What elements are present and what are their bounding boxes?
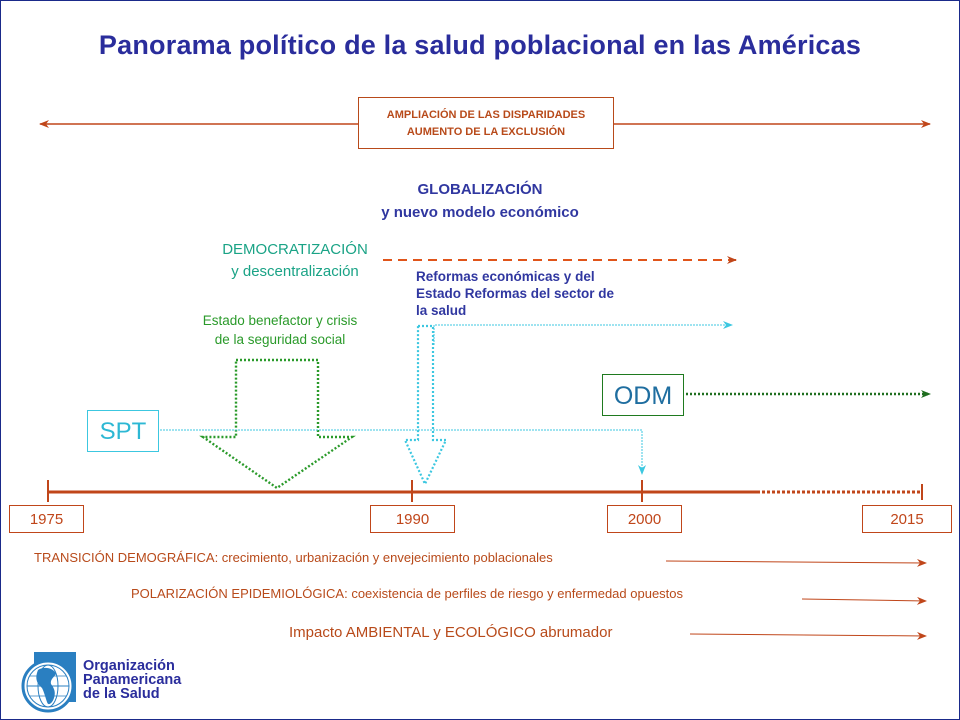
logo-line3: de la Salud (83, 686, 160, 702)
logo-line1: Organización (83, 658, 175, 674)
democratizacion-label (195, 239, 395, 283)
estado-line2: de la seguridad social (214, 332, 346, 347)
spt-arrow (160, 430, 642, 474)
democratizacion-line2: y descentralización (231, 263, 359, 280)
reformas-label (416, 268, 676, 319)
globalizacion-line2: y nuevo modelo económico (381, 204, 579, 221)
disparidades-line1: AMPLIACIÓN DE LAS DISPARIDADES (386, 109, 586, 121)
reformas-arrow (434, 325, 732, 345)
spt-box: SPT (87, 410, 159, 452)
democratizacion-line1: DEMOCRATIZACIÓN (222, 241, 368, 258)
impacto-text: Impacto AMBIENTAL y ECOLÓGICO abrumador (289, 624, 613, 641)
slide-title: Panorama político de la salud poblacional en las Américas (98, 30, 862, 60)
disparidades-line2: AUMENTO DE LA EXCLUSIÓN (406, 126, 566, 138)
reformas-big-arrow (405, 326, 446, 484)
year-1990: 1990 (370, 505, 455, 533)
reformas-line2: Estado Reformas del sector de (416, 286, 615, 301)
paho-logo (20, 650, 78, 716)
globalizacion-line1: GLOBALIZACIÓN (417, 181, 543, 198)
estado-label (180, 311, 380, 349)
estado-line1: Estado benefactor y crisis (202, 313, 358, 328)
odm-box: ODM (602, 374, 684, 416)
transicion-text: TRANSICIÓN DEMOGRÁFICA: crecimiento, urbanización y envejecimiento poblacionales (34, 550, 553, 565)
year-2000: 2000 (607, 505, 682, 533)
year-1975: 1975 (9, 505, 84, 533)
transicion-arrow (666, 561, 926, 563)
disparidades-box (358, 97, 614, 149)
reformas-line1: Reformas económicas y del (416, 269, 595, 284)
polarizacion-text: POLARIZACIÓN EPIDEMIOLÓGICA: coexistencia de perfiles de riesgo y enfermedad opuestos (131, 586, 684, 601)
globalizacion-label (330, 178, 630, 224)
polarizacion-arrow (802, 599, 926, 601)
logo-line2: Panamericana (83, 672, 182, 688)
year-2015: 2015 (862, 505, 952, 533)
impacto-arrow (690, 634, 926, 636)
reformas-line3: la salud (416, 303, 467, 318)
estado-big-arrow (203, 360, 352, 488)
logo-text (83, 659, 181, 701)
